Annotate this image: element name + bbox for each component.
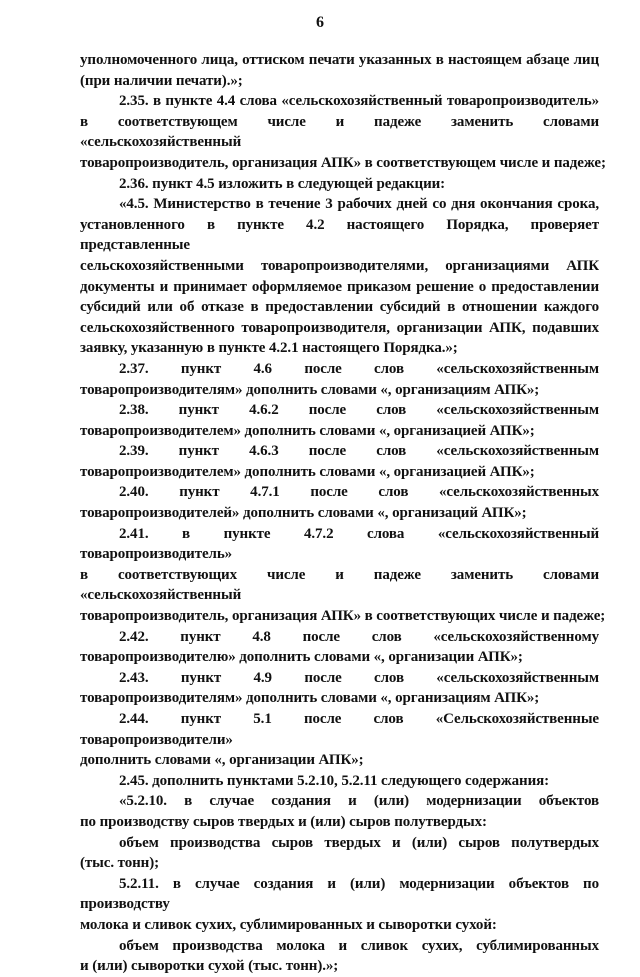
page-number: 6 <box>316 14 324 31</box>
text-line: субсидий или об отказе в предоставлении субсидий в отношении каждого <box>80 299 599 316</box>
paragraph-p2-42 <box>80 627 599 668</box>
text-line: документы и принимает оформляемое приказом решение о предоставлении <box>80 278 599 295</box>
paragraph-p2-43 <box>80 668 599 709</box>
document-body <box>80 50 606 977</box>
text-line: объем производства сыров твердых и (или) сыров полутвердых <box>119 834 599 851</box>
text-line: товаропроизводителю» дополнить словами «, организации АПК»; <box>80 649 523 666</box>
text-line: 5.2.11. в случае создания и (или) модернизации объектов по производству <box>80 875 599 913</box>
text-line: в соответствующих числе и падеже заменить словами «сельскохозяйственный <box>80 566 599 604</box>
text-line: 2.36. пункт 4.5 изложить в следующей редакции: <box>119 175 446 192</box>
paragraph-p2-37 <box>80 359 599 400</box>
paragraph-p2-39 <box>80 441 599 482</box>
paragraph-p4-5 <box>80 194 599 359</box>
text-line: 2.41. в пункте 4.7.2 слова «сельскохозяйственный товаропроизводитель» <box>80 525 599 563</box>
text-line: молока и сливок сухих, сублимированных и сыворотки сухой: <box>80 916 497 933</box>
text-line: 2.43. пункт 4.9 после слов «сельскохозяйственным <box>119 669 599 686</box>
text-line: «4.5. Министерство в течение 3 рабочих дней со дня окончания срока, <box>119 196 599 213</box>
paragraph-p5-2-11-a <box>80 936 599 977</box>
paragraph-p2-36 <box>80 174 599 195</box>
paragraph-p2-35 <box>80 91 606 173</box>
text-line: (тыс. тонн); <box>80 855 159 872</box>
text-line: объем производства молока и сливок сухих, сублимированных <box>119 937 599 954</box>
paragraph-p5-2-10 <box>80 791 599 832</box>
paragraph-p2-40 <box>80 482 599 523</box>
text-line: товаропроизводителем» дополнить словами «, организацией АПК»; <box>80 463 535 480</box>
text-line: и (или) сыворотки сухой (тыс. тонн).»; <box>80 958 339 975</box>
text-line: сельскохозяйственными товаропроизводителями, организациями АПК <box>80 257 599 274</box>
paragraph-p2-45 <box>80 771 599 792</box>
text-line: товаропроизводителям» дополнить словами «, организациям АПК»; <box>80 690 540 707</box>
text-line: 2.44. пункт 5.1 после слов «Сельскохозяйственные товаропроизводители» <box>80 711 599 748</box>
text-line: товаропроизводителям» дополнить словами «, организациям АПК»; <box>80 381 540 398</box>
text-line: товаропроизводителем» дополнить словами «, организацией АПК»; <box>80 422 535 439</box>
text-line: сельскохозяйственного товаропроизводителя, организации АПК, подавших <box>80 319 599 336</box>
text-line: 2.35. в пункте 4.4 слова «сельскохозяйственный товаропроизводитель» <box>119 93 599 110</box>
text-line: «5.2.10. в случае создания и (или) модернизации объектов <box>119 793 599 810</box>
paragraph-p5-2-10-a <box>80 833 599 874</box>
text-line: 2.40. пункт 4.7.1 после слов «сельскохозяйственных <box>119 484 599 501</box>
text-line: (при наличии печати).»; <box>80 72 243 89</box>
text-line: 2.39. пункт 4.6.3 после слов «сельскохозяйственным <box>119 443 599 460</box>
text-line: 2.42. пункт 4.8 после слов «сельскохозяйственному <box>119 628 599 645</box>
text-line: товаропроизводитель, организация АПК» в соответствующем числе и падеже; <box>80 154 606 171</box>
text-line: по производству сыров твердых и (или) сыров полутвердых: <box>80 813 487 830</box>
text-line: 2.37. пункт 4.6 после слов «сельскохозяйственным <box>119 360 599 377</box>
paragraph-p0 <box>80 50 599 91</box>
text-line: товаропроизводитель, организация АПК» в соответствующих числе и падеже; <box>80 608 606 625</box>
text-line: уполномоченного лица, оттиском печати указанных в настоящем абзаце лиц <box>80 52 599 68</box>
text-line: товаропроизводителей» дополнить словами «, организаций АПК»; <box>80 505 527 522</box>
paragraph-p2-38 <box>80 400 599 441</box>
text-line: заявку, указанную в пункте 4.2.1 настоящего Порядка.»; <box>80 340 458 357</box>
text-line: установленного в пункте 4.2 настоящего Порядка, проверяет представленные <box>80 216 599 254</box>
paragraph-p2-41 <box>80 524 606 627</box>
text-line: 2.38. пункт 4.6.2 после слов «сельскохозяйственным <box>119 402 599 419</box>
text-line: 2.45. дополнить пунктами 5.2.10, 5.2.11 следующего содержания: <box>119 772 550 789</box>
text-line: дополнить словами «, организации АПК»; <box>80 752 364 769</box>
text-line: в соответствующем числе и падеже заменить словами «сельскохозяйственный <box>80 113 599 151</box>
paragraph-p2-44 <box>80 709 599 771</box>
